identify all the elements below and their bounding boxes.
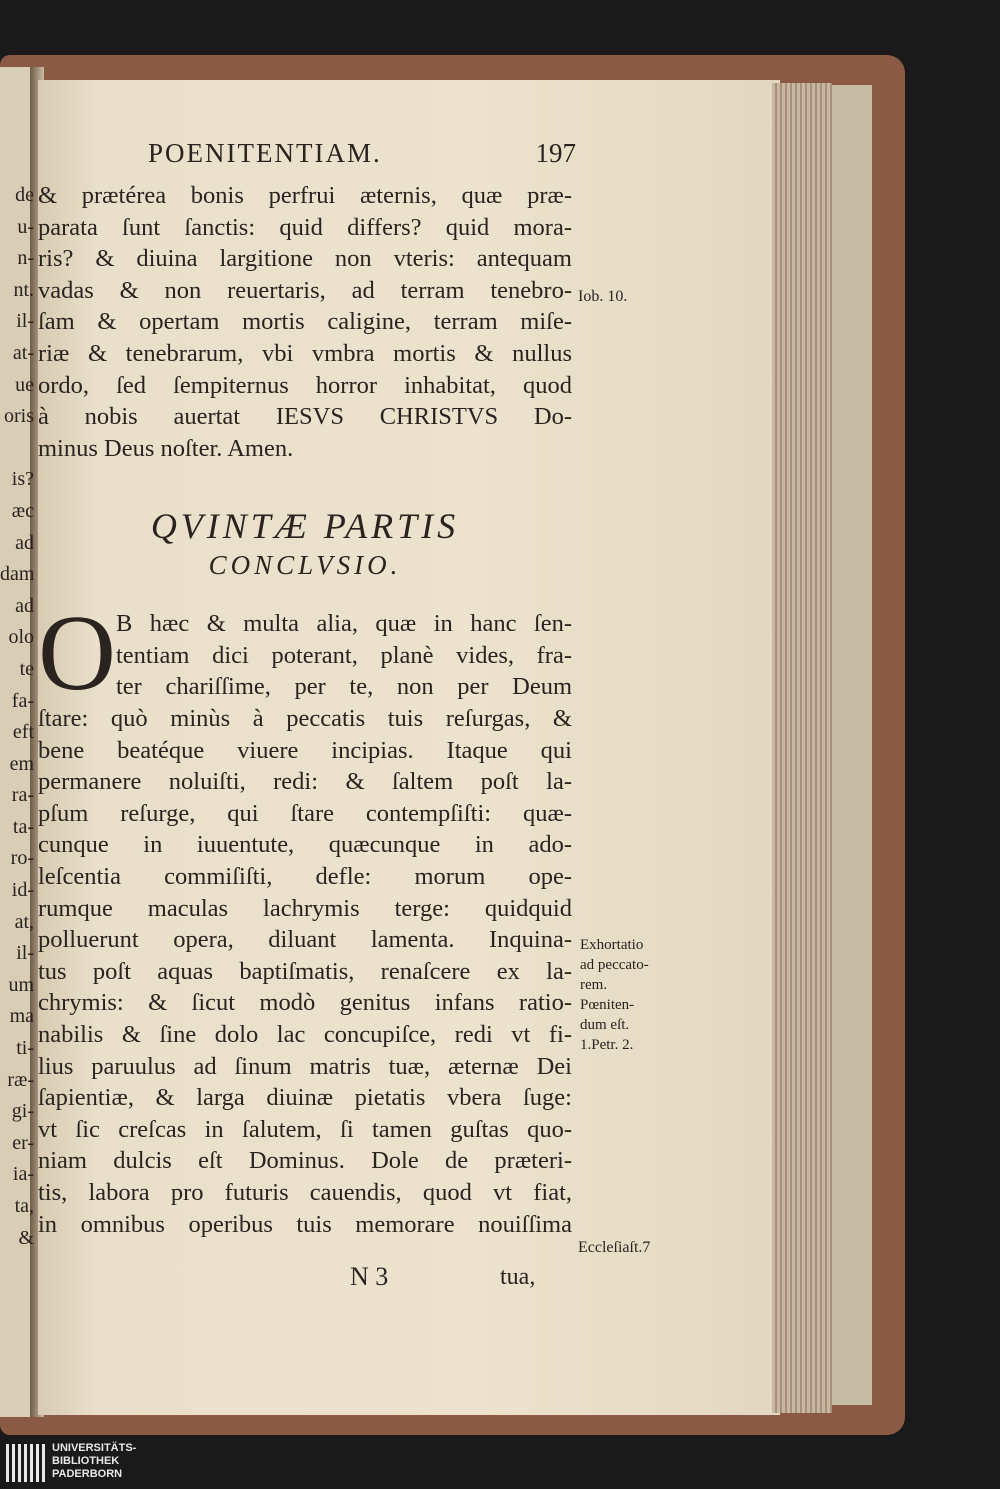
marginal-note-eccl: Eccleſiaſt.7 — [578, 1239, 651, 1256]
left-fragment-line: dam — [0, 563, 34, 586]
marginal-note-line: Exhortatio — [580, 937, 644, 953]
body-text-dropcap — [116, 608, 572, 703]
left-fragment-line: ue — [15, 373, 34, 396]
left-fragment-line: er- — [12, 1131, 34, 1154]
left-fragment-line: ræ- — [7, 1068, 34, 1091]
left-fragment-line: u- — [17, 215, 34, 238]
drop-cap: O — [38, 594, 116, 713]
left-fragment-line: at- — [12, 341, 34, 364]
left-fragment-line: de — [15, 184, 34, 206]
text-line: leſcentia commiſiſti, defle: morum ope- — [38, 862, 572, 890]
left-fragment-line: ta, — [14, 1195, 34, 1217]
library-logo-icon — [6, 1444, 46, 1482]
left-fragment-line: nt. — [13, 278, 34, 301]
running-title: POENITENTIAM. — [148, 138, 382, 168]
page-header — [148, 138, 588, 174]
left-fragment-line: ad — [15, 594, 34, 617]
text-line: & prætérea bonis perfrui æternis, quæ præ- — [38, 182, 572, 209]
library-name-line: UNIVERSITÄTS- — [52, 1442, 137, 1454]
left-page-fragments — [0, 180, 34, 1254]
text-line: vadas & non reuertaris, ad terram tenebro- — [38, 276, 572, 304]
text-line: ſam & opertam mortis caligine, terram miſe- — [38, 308, 572, 336]
signature-mark: N 3 — [350, 1262, 389, 1291]
left-fragment-line: n- — [17, 247, 34, 270]
text-line: parata ſunt ſanctis: quid differs? quid mora- — [38, 213, 572, 241]
page-number: 197 — [535, 138, 576, 168]
text-line: permanere noluiſti, redi: & ſaltem poſt la- — [38, 768, 572, 796]
marginal-note-line: rem. — [580, 977, 608, 993]
catchword: tua, — [500, 1264, 536, 1290]
marginal-note-line: dum eſt. — [580, 1017, 630, 1033]
library-footer — [0, 1436, 1000, 1489]
left-fragment-line: is? — [11, 468, 34, 491]
marginal-note-line: 1.Petr. 2. — [580, 1037, 634, 1053]
text-line: vt ſic creſcas in ſalutem, ſi tamen guſtas quo- — [38, 1115, 572, 1143]
marginal-note-line: Pœniten- — [580, 997, 635, 1013]
marginal-note-line: ad peccato- — [580, 957, 649, 973]
text-line: niam dulcis eſt Dominus. Dole de præteri- — [38, 1147, 572, 1175]
library-name-line: BIBLIOTHEK — [52, 1455, 120, 1467]
text-line: rumque maculas lachrymis terge: quidquid — [38, 894, 572, 922]
left-fragment-line: um — [8, 973, 34, 996]
left-fragment-line — [0, 433, 34, 465]
text-line: tus poſt aquas baptiſmatis, renaſcere ex la- — [38, 957, 572, 985]
marginal-note-job: Iob. 10. — [578, 288, 628, 305]
text-line: cunque in iuuentute, quæcunque in ado- — [38, 831, 572, 859]
library-name-line: PADERBORN — [52, 1468, 123, 1480]
left-fragment-line: oris — [4, 405, 34, 428]
text-line: ordo, ſed ſempiternus horror inhabitat, quod — [38, 371, 572, 399]
left-fragment-line: ra- — [11, 784, 34, 807]
section-heading-line1: QVINTÆ PARTIS — [150, 506, 460, 546]
left-fragment-line: ad — [15, 531, 34, 554]
text-line: pſum reſurge, qui ſtare contempſiſti: quæ- — [38, 799, 572, 827]
text-line: in omnibus operibus tuis memorare nouiſſima — [38, 1210, 572, 1238]
text-line: ſapientiæ, & larga diuinæ pietatis vbera ſuge: — [38, 1084, 572, 1112]
page-edges-outer — [832, 85, 872, 1405]
text-line: chrymis: & ſicut modò genitus infans ratio- — [38, 989, 572, 1017]
left-fragment-line: id- — [11, 879, 34, 902]
left-fragment-line: fa- — [11, 689, 34, 712]
text-line: nabilis & ſine dolo lac concupiſce, redi vt fi- — [38, 1020, 572, 1048]
left-fragment-line: em — [9, 752, 34, 775]
body-text-main — [38, 703, 572, 1240]
text-line: ter chariſſime, per te, non per Deum — [116, 673, 572, 701]
text-line: B hæc & multa alia, quæ in hanc ſen- — [116, 610, 572, 637]
left-fragment-line: olo — [8, 626, 34, 649]
marginal-note-exhortatio — [580, 935, 649, 1055]
left-fragment-line: eft — [12, 721, 34, 744]
left-fragment-line: il- — [16, 942, 34, 965]
body-text-top — [38, 180, 572, 464]
text-line: tis, labora pro futuris cauendis, quod vt fiat, — [38, 1178, 572, 1206]
text-line: ris? & diuina largitione non vteris: antequam — [38, 245, 572, 273]
left-fragment-line: il- — [16, 310, 34, 333]
left-fragment-line: te — [19, 657, 34, 680]
text-line: riæ & tenebrarum, vbi vmbra mortis & nullus — [38, 339, 572, 367]
text-line: lius paruulus ad ſinum matris tuæ, æternæ Dei — [38, 1052, 572, 1080]
text-line: polluerunt opera, diluant lamenta. Inquina- — [38, 926, 572, 954]
left-fragment-line: gi- — [11, 1100, 34, 1123]
left-fragment-line: & — [18, 1226, 34, 1249]
left-fragment-line: ti- — [16, 1037, 34, 1060]
left-fragment-line: at, — [14, 910, 34, 933]
left-fragment-line: æc — [11, 499, 34, 522]
page-edges — [772, 83, 832, 1413]
library-name — [52, 1442, 136, 1481]
text-line: ſtare: quò minùs à peccatis tuis reſurgas, & — [38, 705, 572, 732]
left-fragment-line: ia- — [12, 1163, 34, 1186]
text-line: tentiam dici poterant, planè vides, fra- — [116, 641, 572, 669]
section-heading-line2: CONCLVSIO. — [208, 550, 402, 580]
left-fragment-line: ro- — [10, 847, 34, 870]
left-fragment-line: ma — [9, 1005, 34, 1028]
text-line: minus Deus noſter. Amen. — [38, 434, 294, 462]
text-line: bene beatéque viuere incipias. Itaque qui — [38, 736, 572, 764]
left-fragment-line: ta- — [12, 815, 34, 838]
text-line: à nobis auertat IESVS CHRISTVS Do- — [38, 403, 572, 431]
